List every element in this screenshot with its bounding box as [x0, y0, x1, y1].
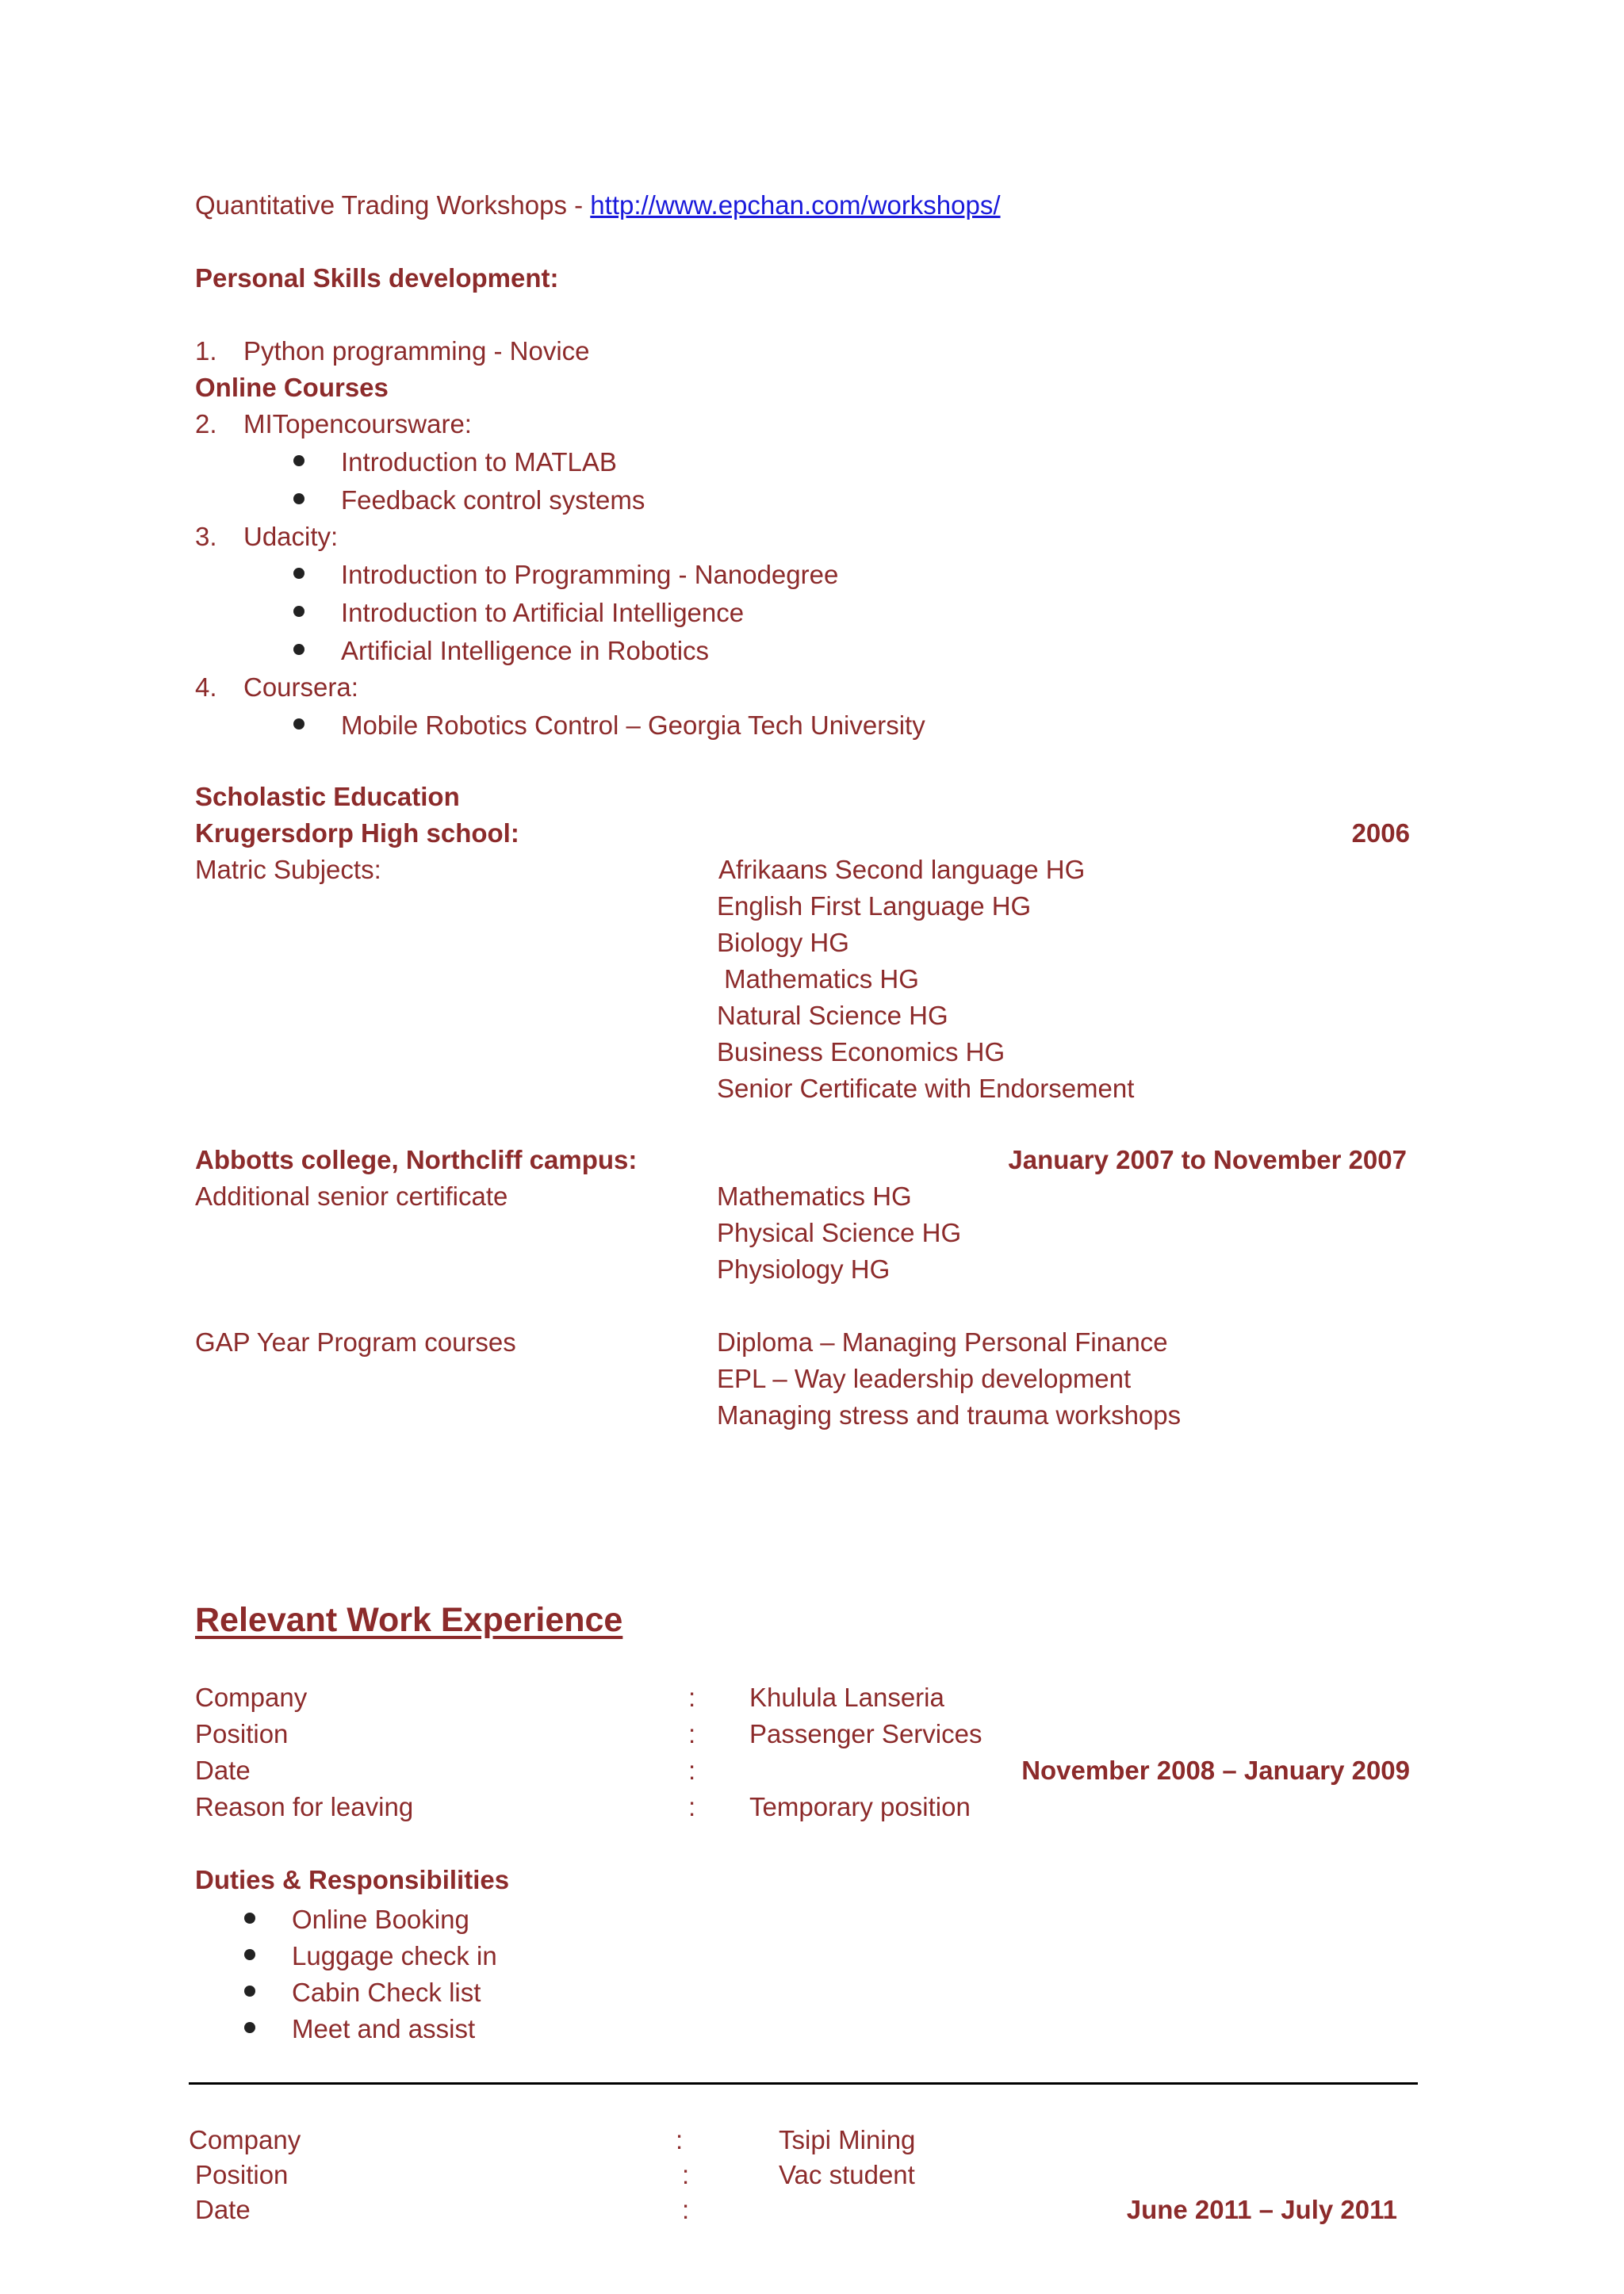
- bullet-icon: [244, 2022, 255, 2033]
- subject: Natural Science HG: [717, 1001, 948, 1030]
- position-label: Position: [195, 1719, 289, 1748]
- list-item: Introduction to Programming - Nanodegree: [341, 560, 839, 589]
- subject: Afrikaans Second language HG: [718, 855, 1086, 884]
- company-value: Khulula Lanseria: [749, 1683, 944, 1712]
- subject: Mathematics HG: [717, 964, 919, 994]
- matric-label: Matric Subjects:: [195, 855, 381, 884]
- subject: Mathematics HG: [717, 1181, 912, 1211]
- certificate-label: Additional senior certificate: [195, 1181, 508, 1211]
- list-number: 4.: [195, 672, 217, 702]
- company-label: Company: [195, 1683, 308, 1712]
- bullet-icon: [244, 1949, 255, 1960]
- date-value: June 2011 – July 2011: [1126, 2195, 1397, 2224]
- colon: :: [682, 2160, 690, 2189]
- online-courses-heading: Online Courses: [195, 373, 389, 402]
- school-name: Krugersdorp High school:: [195, 818, 519, 848]
- position-label: Position: [195, 2160, 289, 2189]
- colon: :: [688, 1756, 696, 1785]
- workshop-label: Quantitative Trading Workshops -: [195, 190, 591, 220]
- section-divider: [189, 2082, 1418, 2085]
- list-number: 3.: [195, 522, 217, 551]
- subject: Biology HG: [717, 928, 849, 957]
- duty-item: Online Booking: [292, 1905, 469, 1934]
- colon: :: [688, 1719, 696, 1748]
- bullet-icon: [293, 718, 304, 730]
- duty-item: Meet and assist: [292, 2014, 476, 2043]
- colon: :: [682, 2195, 690, 2224]
- subject: Business Economics HG: [717, 1037, 1005, 1067]
- subject: English First Language HG: [717, 891, 1032, 921]
- company-label: Company: [189, 2125, 301, 2154]
- duty-item: Luggage check in: [292, 1941, 497, 1970]
- reason-value: Temporary position: [749, 1792, 971, 1821]
- bullet-icon: [244, 1913, 255, 1924]
- school-year: 2006: [1351, 818, 1410, 848]
- list-number: 1.: [195, 336, 217, 366]
- duty-item: Cabin Check list: [292, 1978, 481, 2007]
- colon: :: [676, 2125, 684, 2154]
- skill-item: Coursera:: [243, 672, 358, 702]
- bullet-icon: [293, 455, 304, 466]
- education-heading: Scholastic Education: [195, 782, 460, 811]
- company-value: Tsipi Mining: [779, 2125, 916, 2154]
- school-name: Abbotts college, Northcliff campus:: [195, 1145, 638, 1174]
- skills-heading: Personal Skills development:: [195, 263, 559, 293]
- list-item: Artificial Intelligence in Robotics: [341, 636, 710, 665]
- list-item: Feedback control systems: [341, 485, 645, 515]
- bullet-icon: [293, 644, 304, 655]
- list-item: Introduction to MATLAB: [341, 447, 617, 477]
- list-item: Introduction to Artificial Intelligence: [341, 598, 745, 627]
- bullet-icon: [293, 568, 304, 579]
- bullet-icon: [293, 493, 304, 504]
- subject: Physiology HG: [717, 1254, 891, 1284]
- list-item: Mobile Robotics Control – Georgia Tech University: [341, 710, 925, 740]
- reason-label: Reason for leaving: [195, 1792, 414, 1821]
- duties-heading: Duties & Responsibilities: [195, 1865, 510, 1894]
- gap-label: GAP Year Program courses: [195, 1327, 516, 1357]
- workshop-line: [195, 192, 1001, 218]
- work-heading: Relevant Work Experience: [195, 1601, 623, 1639]
- position-value: Passenger Services: [749, 1719, 982, 1748]
- course: Managing stress and trauma workshops: [717, 1400, 1182, 1430]
- skill-item: Python programming - Novice: [243, 336, 590, 366]
- list-number: 2.: [195, 409, 217, 439]
- skill-item: Udacity:: [243, 522, 339, 551]
- date-value: November 2008 – January 2009: [1021, 1756, 1410, 1785]
- date-label: Date: [195, 1756, 251, 1785]
- bullet-icon: [293, 606, 304, 617]
- skill-item: MITopencoursware:: [243, 409, 472, 439]
- bullet-icon: [244, 1986, 255, 1997]
- course: Diploma – Managing Personal Finance: [717, 1327, 1168, 1357]
- subject: Physical Science HG: [717, 1218, 962, 1247]
- course: EPL – Way leadership development: [717, 1364, 1132, 1393]
- school-dates: January 2007 to November 2007: [1008, 1145, 1407, 1174]
- subject: Senior Certificate with Endorsement: [717, 1074, 1135, 1103]
- workshop-link[interactable]: http://www.epchan.com/workshops/: [590, 190, 1001, 220]
- date-label: Date: [195, 2195, 251, 2224]
- position-value: Vac student: [779, 2160, 915, 2189]
- colon: :: [688, 1792, 696, 1821]
- colon: :: [688, 1683, 696, 1712]
